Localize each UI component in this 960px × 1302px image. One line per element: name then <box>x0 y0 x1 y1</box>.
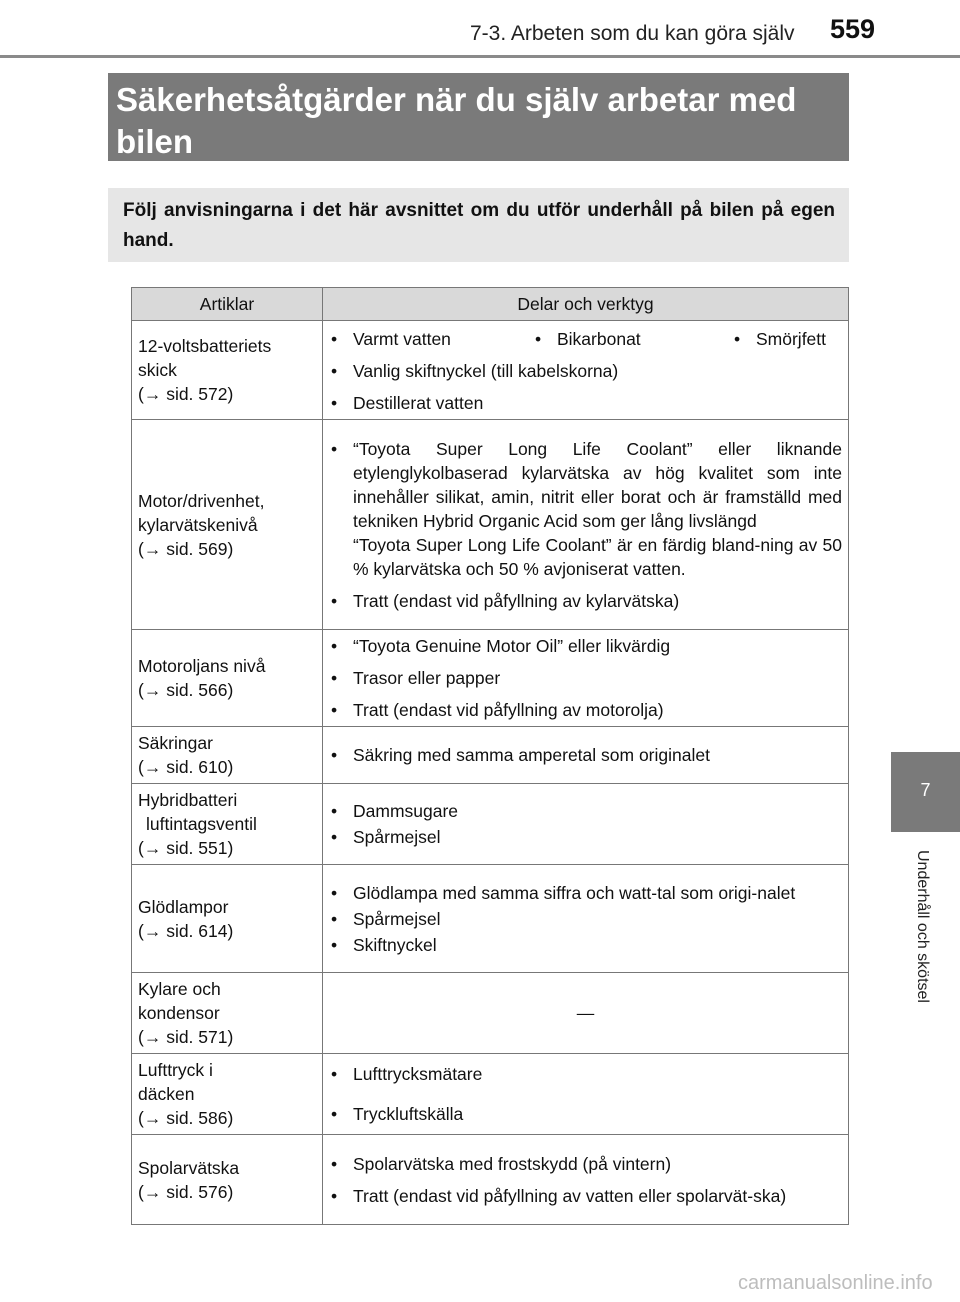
tools-list <box>329 743 842 767</box>
tools-list <box>329 437 842 613</box>
article-line: Lufttryck i <box>138 1060 213 1080</box>
list-item: • Bikarbonat <box>533 327 732 351</box>
table-row <box>132 1054 849 1135</box>
tools-list <box>329 359 842 415</box>
tools-cell <box>323 1054 849 1135</box>
article-line: (→ sid. 576) <box>138 1181 234 1202</box>
tools-inline-list <box>329 327 842 351</box>
list-item-note: “Toyota Super Long Life Coolant” är en färdig bland-ning av 50 % kylarvätska och 50 % avjoniserat vatten. <box>353 534 842 579</box>
tools-cell <box>323 420 849 630</box>
article-line: Spolarvätska <box>138 1157 240 1178</box>
table-row <box>132 1135 849 1225</box>
section-heading: 7-3. Arbeten som du kan göra själv <box>470 22 795 45</box>
list-item: • Tratt (endast vid påfyllning av kylarvätska) <box>329 589 842 613</box>
article-line: (→ sid. 572) <box>138 384 234 404</box>
tools-cell <box>323 1135 849 1225</box>
article-line: skick <box>138 360 177 380</box>
table-header-row <box>132 288 849 321</box>
list-item: • Spårmejsel <box>329 825 842 849</box>
tools-cell-empty: — <box>323 973 849 1054</box>
list-item: • Tryckluftskälla <box>329 1102 842 1126</box>
intro-box <box>108 188 849 262</box>
article-line: kondensor <box>138 1003 220 1023</box>
article-line: Motoroljans nivå <box>138 656 266 676</box>
list-item-text: “Toyota Super Long Life Coolant” eller liknande etylenglykolbaserad kylarvätska av hög kvalitet som inte innehåller silikat, amin, nitrit eller borat och är framställd med tekniken Hybrid Organic Acid som ger lång livslängd <box>353 438 842 531</box>
tools-list <box>329 881 842 957</box>
article-cell <box>132 865 323 973</box>
tools-cell <box>323 727 849 784</box>
tools-list <box>329 1152 842 1208</box>
article-cell <box>132 784 323 865</box>
article-line: däcken <box>138 1084 195 1104</box>
list-item: • “Toyota Genuine Motor Oil” eller likvärdig <box>329 634 842 658</box>
list-item: • Trasor eller papper <box>329 666 842 690</box>
article-line: kylarvätskenivå <box>138 514 258 535</box>
table-row <box>132 784 849 865</box>
list-item: • Tratt (endast vid påfyllning av motorolja) <box>329 698 842 722</box>
article-line: (→ sid. 551) <box>138 838 234 858</box>
article-cell <box>132 420 323 630</box>
items-table <box>131 287 849 1225</box>
article-line: (→ sid. 614) <box>138 920 234 941</box>
header-parts-tools: Delar och verktyg <box>323 288 849 321</box>
table-row <box>132 865 849 973</box>
article-cell <box>132 973 323 1054</box>
list-item: • Tratt (endast vid påfyllning av vatten eller spolarvät-ska) <box>329 1184 842 1208</box>
header-articles: Artiklar <box>132 288 323 321</box>
watermark: carmanualsonline.info <box>738 1272 933 1294</box>
tools-cell <box>323 865 849 973</box>
article-line: (→ sid. 610) <box>138 757 234 777</box>
table-row <box>132 973 849 1054</box>
article-line: luftintagsventil <box>146 814 257 834</box>
article-cell <box>132 1135 323 1225</box>
list-item: • Säkring med samma amperetal som originalet <box>329 743 842 767</box>
title-banner <box>108 73 849 161</box>
list-item: • Spolarvätska med frostskydd (på vintern) <box>329 1152 842 1176</box>
article-cell <box>132 630 323 727</box>
chapter-label <box>913 850 935 1040</box>
article-line: (→ sid. 586) <box>138 1108 234 1128</box>
list-item: • Smörjfett <box>732 327 826 351</box>
article-line: 12-voltsbatteriets <box>138 336 272 356</box>
tools-cell <box>323 630 849 727</box>
article-cell <box>132 727 323 784</box>
list-item: • Spårmejsel <box>329 907 842 931</box>
page-number: 559 <box>830 14 876 44</box>
tools-list <box>329 799 842 849</box>
list-item <box>329 437 842 581</box>
article-line: Säkringar <box>138 733 213 753</box>
article-cell <box>132 1054 323 1135</box>
chapter-tab <box>891 752 960 832</box>
list-item: • Lufttrycksmätare <box>329 1062 842 1086</box>
article-line: (→ sid. 571) <box>138 1027 234 1047</box>
chapter-label-text: Underhåll och skötsel <box>914 850 931 1003</box>
list-item: • Destillerat vatten <box>329 391 842 415</box>
tools-list <box>329 1062 842 1126</box>
tools-cell <box>323 784 849 865</box>
tools-list <box>329 634 842 722</box>
list-item: • Varmt vatten <box>329 327 533 351</box>
page-title: Säkerhetsåtgärder när du själv arbetar med bilen <box>116 81 797 160</box>
article-line: Kylare och <box>138 979 221 999</box>
article-line: (→ sid. 569) <box>138 538 234 559</box>
table-row <box>132 630 849 727</box>
article-line: Motor/drivenhet, <box>138 490 265 511</box>
header-rule <box>0 55 960 58</box>
article-line: (→ sid. 566) <box>138 680 234 700</box>
table-row <box>132 420 849 630</box>
article-cell <box>132 321 323 420</box>
list-item: • Dammsugare <box>329 799 842 823</box>
intro-text: Följ anvisningarna i det här avsnittet om du utför underhåll på bilen på egen hand. <box>123 200 835 251</box>
table-row <box>132 727 849 784</box>
article-line: Glödlampor <box>138 896 229 917</box>
table-row <box>132 321 849 420</box>
tools-cell <box>323 321 849 420</box>
list-item: • Skiftnyckel <box>329 933 842 957</box>
list-item: • Glödlampa med samma siffra och watt-tal som origi-nalet <box>329 881 842 905</box>
article-line: Hybridbatteri <box>138 790 238 810</box>
list-item: • Vanlig skiftnyckel (till kabelskorna) <box>329 359 842 383</box>
chapter-number: 7 <box>920 780 931 800</box>
